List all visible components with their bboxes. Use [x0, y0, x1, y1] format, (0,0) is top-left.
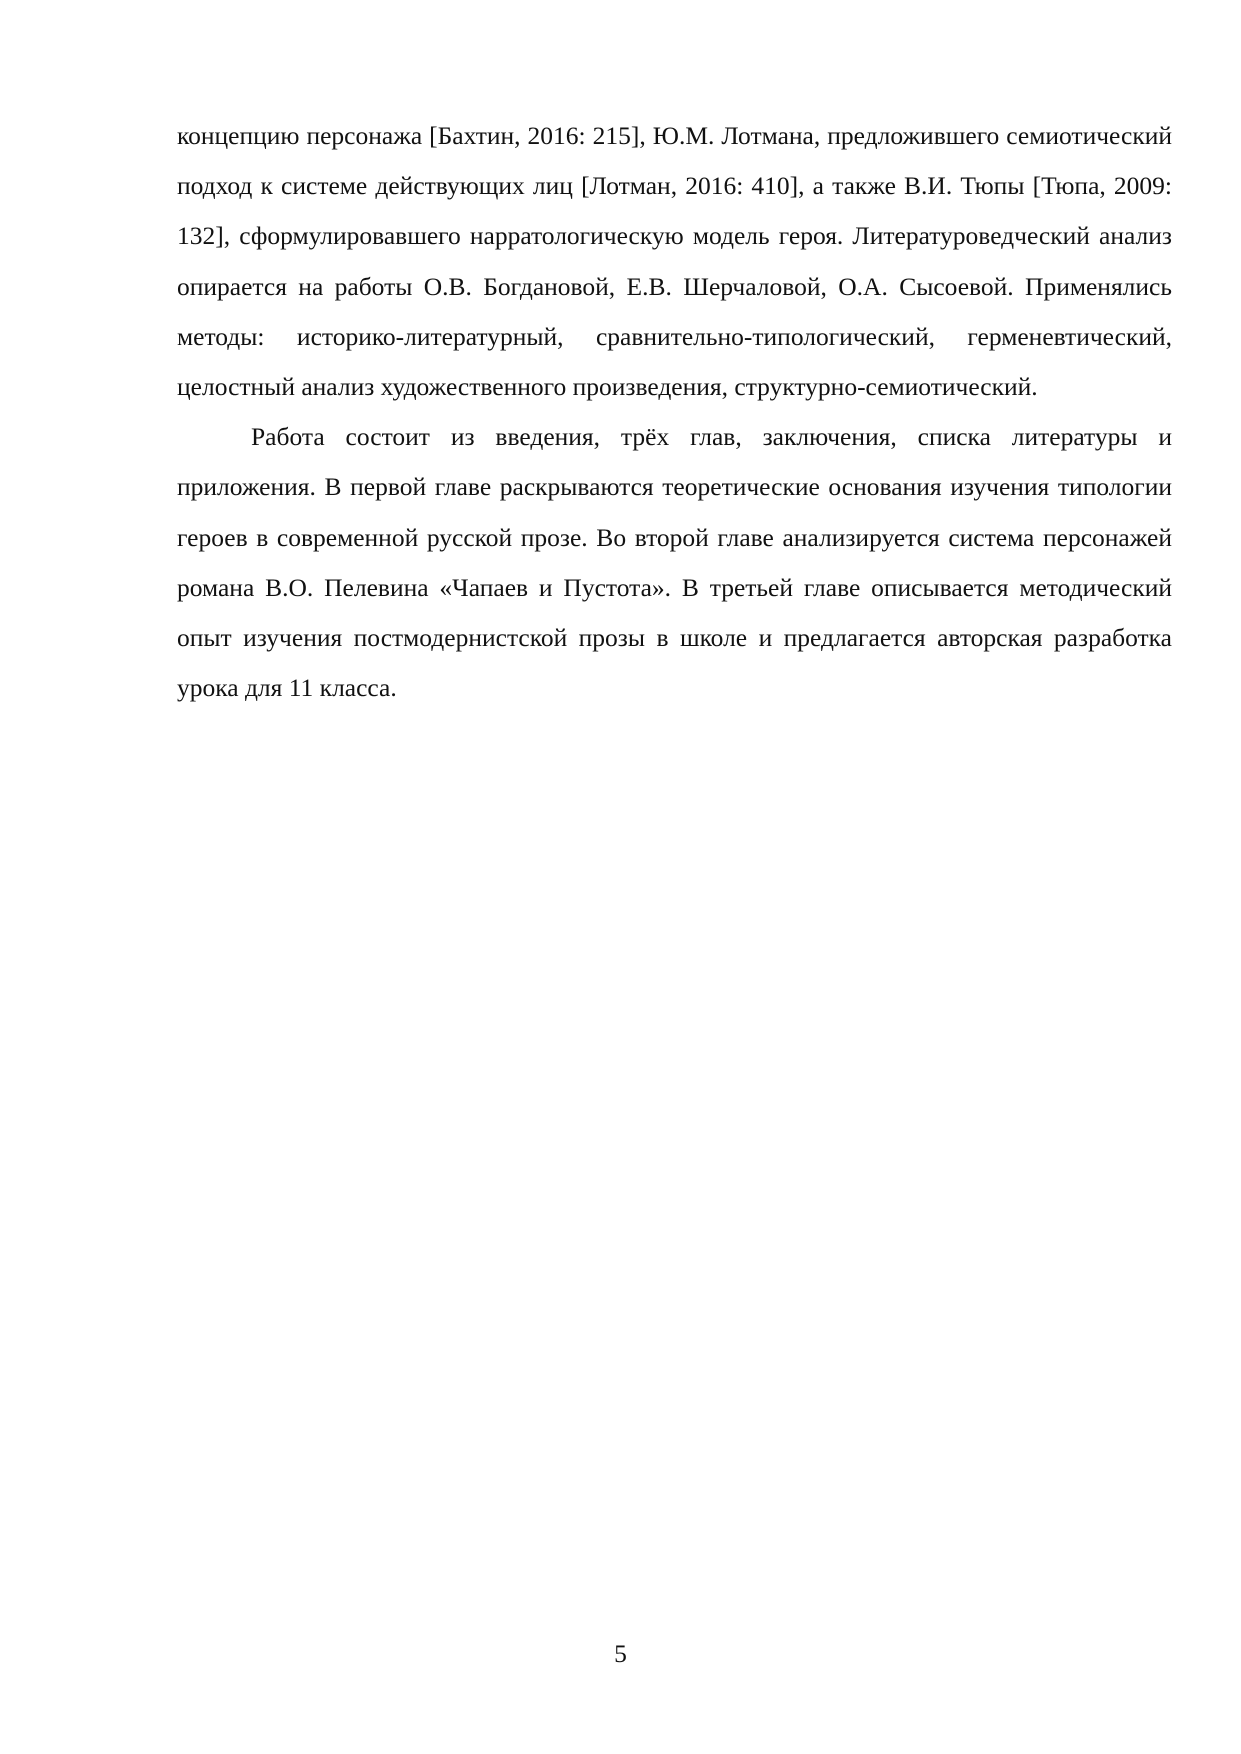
- paragraph-continuation: концепцию персонажа [Бахтин, 2016: 215], Ю.М. Лотмана, предложившего семиотический подход к системе действующих лиц [Лотман, 2016: 410], а также В.И. Тюпы [Тюпа, 2009: 132], сформулировавшего нарратологическую модель героя. Литературоведческий анализ опирается на работы О.В. Богдановой, Е.В. Шерчаловой, О.А. Сысоевой. Применялись методы: историко-литературный, сравнительно-типологический, герменевтический, целостный анализ художественного произведения, структурно-семиотический.: [177, 121, 1172, 402]
- page-number: 5: [614, 1639, 627, 1668]
- body-text: [177, 111, 1172, 713]
- paragraph-structure: Работа состоит из введения, трёх глав, заключения, списка литературы и приложения. В первой главе раскрываются теоретические основания изучения типологии героев в современной русской прозе. Во второй главе анализируется система персонажей романа В.О. Пелевина «Чапаев и Пустота». В третьей главе описывается методический опыт изучения постмодернистской прозы в школе и предлагается авторская разработка урока для 11 класса.: [177, 422, 1172, 703]
